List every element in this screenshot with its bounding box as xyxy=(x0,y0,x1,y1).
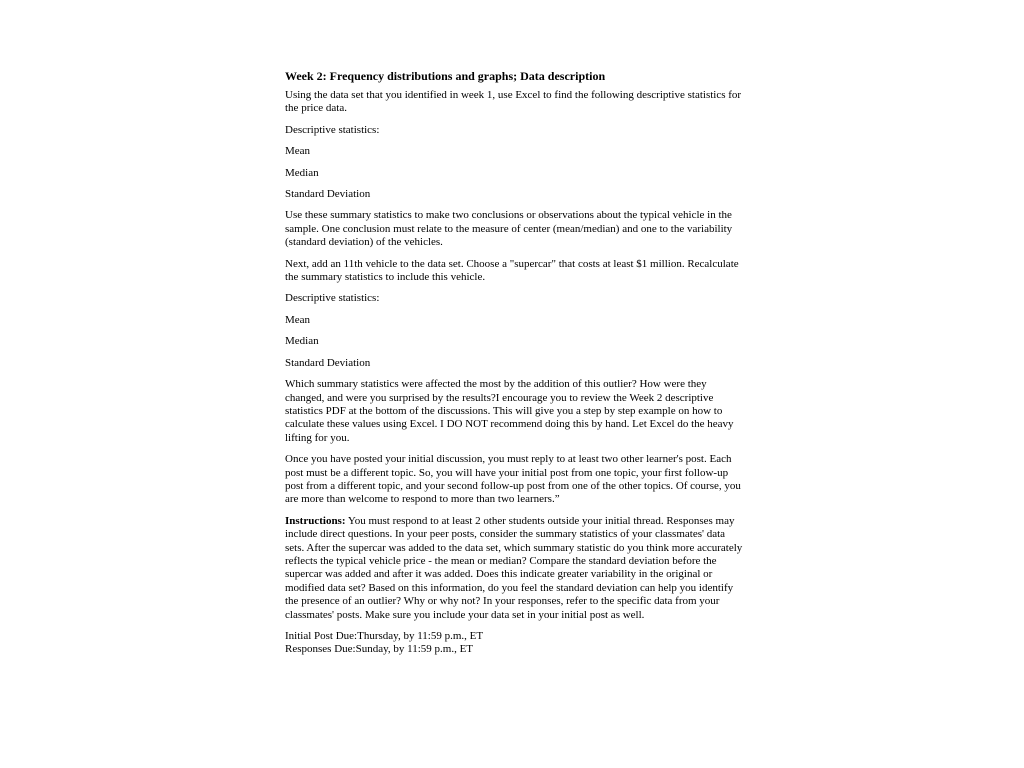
instructions-paragraph xyxy=(285,515,743,622)
stat-standard-deviation-before: Standard Deviation xyxy=(285,188,371,201)
stat-median-before: Median xyxy=(285,166,319,179)
stat-mean-before: Mean xyxy=(285,145,311,158)
document-body xyxy=(285,68,743,657)
stats-heading-before: Descriptive statistics: xyxy=(285,123,380,136)
reply-paragraph: Once you have posted your initial discussion, you must reply to at least two other learner's post. Each post must be a different topic. So, you will have your initial post from one topic, your first follow-up post from a different topic, and your second follow-up post from one of the other topics. Of course, you are more than welcome to respond to more than two learners.” xyxy=(285,453,741,506)
document-title: Week 2: Frequency distributions and graphs; Data description xyxy=(285,69,606,83)
instructions-text: You must respond to at least 2 other students outside your initial thread. Responses may include direct questions. In your peer posts, consider the summary statistics of your classmates' data sets. After the supercar was added to the data set, which summary statistic do you think more accurately reflects the typical vehicle price - the mean or median? Compare the standard deviation before the supercar was added and after it was added. Does this indicate greater variability in the original or modified data set? Based on this information, do you feel the standard deviation can help you identify the presence of an outlier? Why or why not? In your responses, refer to the specific data from your classmates' posts. Make sure you include your data set in your initial post as well. xyxy=(285,514,743,621)
supercar-paragraph: Next, add an 11th vehicle to the data set. Choose a "supercar" that costs at least $1 million. Recalculate the summary statistics to include this vehicle. xyxy=(285,257,739,284)
conclusions-paragraph: Use these summary statistics to make two conclusions or observations about the typical vehicle in the sample. One conclusion must relate to the measure of center (mean/median) and one to the variability (standard deviation) of the vehicles. xyxy=(285,209,733,249)
initial-post-due: Initial Post Due:Thursday, by 11:59 p.m., ET xyxy=(285,630,484,642)
stat-mean-after: Mean xyxy=(285,313,311,326)
stat-median-after: Median xyxy=(285,335,319,348)
stat-standard-deviation-after: Standard Deviation xyxy=(285,356,371,369)
stats-heading-after: Descriptive statistics: xyxy=(285,292,380,305)
responses-due: Responses Due:Sunday, by 11:59 p.m., ET xyxy=(285,643,474,656)
outlier-paragraph: Which summary statistics were affected the most by the addition of this outlier? How were they changed, and were you surprised by the results?I encourage you to review the Week 2 descriptive statistics PDF at the bottom of the discussions. This will give you a step by step example on how to calculate these values using Excel. I DO NOT recommend doing this by hand. Let Excel do the heavy lifting for you. xyxy=(285,378,734,444)
instructions-label: Instructions: xyxy=(285,514,346,527)
intro-paragraph: Using the data set that you identified in week 1, use Excel to find the following descriptive statistics for the price data. xyxy=(285,89,742,115)
